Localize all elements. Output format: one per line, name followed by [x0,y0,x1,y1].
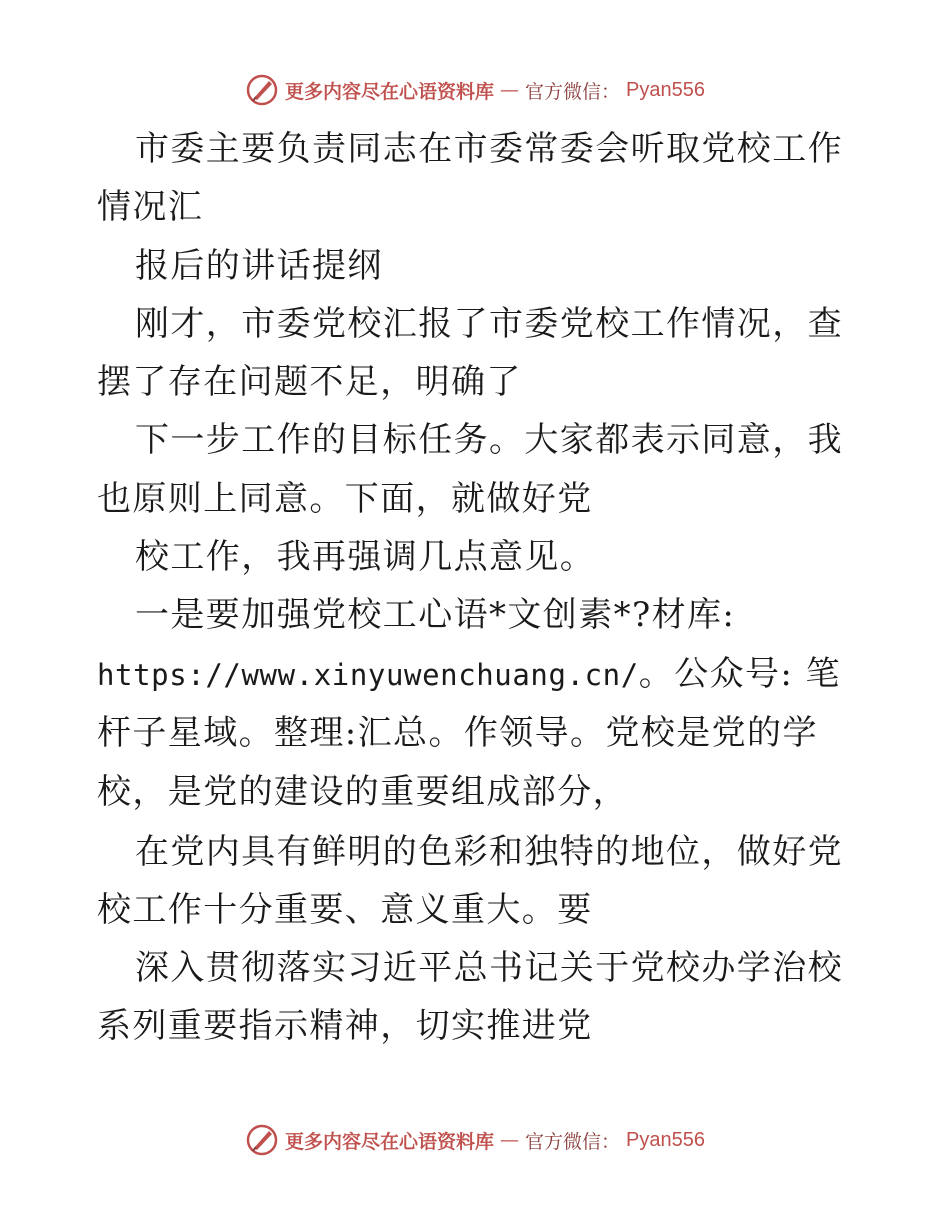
document-body [97,120,857,1056]
paragraph-title-line-2: 报后的讲话提纲 [135,245,383,286]
banner-slogan: 更多内容尽在心语资料库 [285,1130,495,1153]
paragraph-1: 刚才，市委党校汇报了市委党校工作情况，查摆了存在问题不足，明确了 [97,303,843,403]
paragraph-4: 一是要加强党校工心语*文创素*?材库: [135,595,736,636]
paragraph-title-line-1: 市委主要负责同志在市委常委会听取党校工作情况汇 [97,129,843,228]
quill-logo-icon [245,1123,279,1157]
banner-wechat-id: Pyan556 [626,78,705,101]
banner-dash: — [500,1129,520,1151]
paragraph-6: 在党内具有鲜明的色彩和独特的地位，做好党校工作十分重要、意义重大。要 [97,831,843,930]
banner-wechat-label: 官方微信： [525,1130,621,1153]
header-banner [0,70,950,110]
paragraph-7: 深入贯彻落实习近平总书记关于党校办学治校系列重要指示精神，切实推进党 [97,948,843,1047]
banner-wechat-id: Pyan556 [626,1128,705,1151]
website-url: https://www.xinyuwenchuang.cn/ [97,657,639,692]
footer-banner [0,1120,950,1160]
banner-slogan: 更多内容尽在心语资料库 [285,80,495,103]
paragraph-2: 下一步工作的目标任务。大家都表示同意，我也原则上同意。下面，就做好党 [97,420,843,519]
paragraph-5-text: 。公众号: 笔杆子星域。整理:汇总。作领导。党校是党的学校，是党的建设的重要组成部分， [97,653,841,813]
quill-logo-icon [245,73,279,107]
banner-dash: — [500,79,520,101]
banner-wechat-label: 官方微信： [525,80,621,103]
paragraph-3: 校工作，我再强调几点意见。 [135,537,596,578]
paragraph-5 [97,645,857,823]
